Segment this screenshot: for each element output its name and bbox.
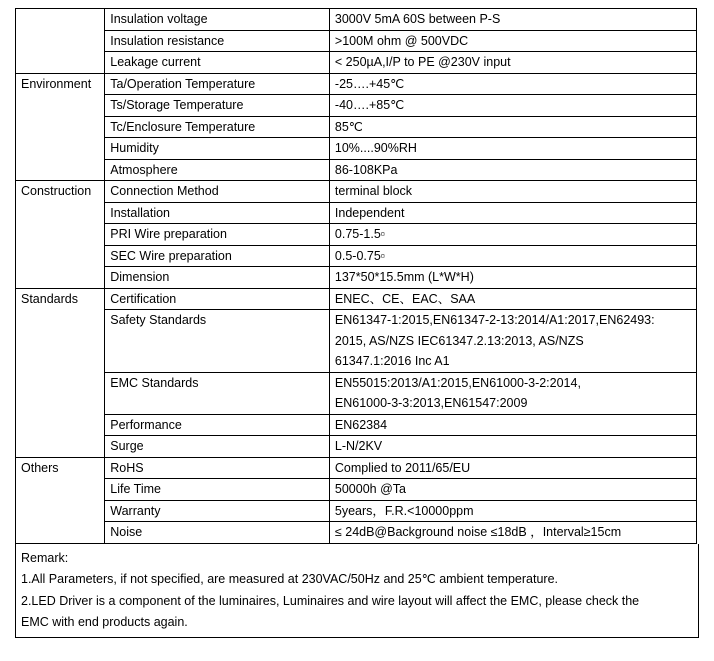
value-line: EN61000-3-3:2013,EN61547:2009	[334, 396, 528, 410]
spec-row	[16, 116, 697, 138]
spec-row	[16, 159, 697, 181]
value-line: 137*50*15.5mm (L*W*H)	[334, 270, 474, 284]
spec-table	[15, 8, 697, 544]
value-line: < 250µA,I/P to PE @230V input	[334, 55, 511, 69]
value-line: Independent	[334, 205, 405, 220]
param-value	[329, 116, 696, 138]
spec-row	[16, 288, 697, 310]
value-line: >100M ohm @ 500VDC	[334, 33, 469, 48]
param-value	[329, 30, 696, 52]
param-value	[329, 372, 696, 414]
value-line: ≤ 24dB@Background noise ≤18dB ，Interval≥15cm	[334, 525, 622, 539]
param-name: PRI Wire preparation	[105, 224, 330, 246]
remark-title: Remark:	[21, 550, 69, 565]
param-name: Ta/Operation Temperature	[105, 73, 330, 95]
value-line: ENEC、CE、EAC、SAA	[334, 291, 476, 306]
section-title: Others	[16, 457, 105, 543]
value-line: 5years，F.R.<10000ppm	[334, 503, 474, 518]
param-name: Installation	[105, 202, 330, 224]
param-value	[329, 159, 696, 181]
remark-line-2: 2.LED Driver is a component of the luminaires, Luminaires and wire layout will affect the EMC, please check the	[21, 593, 640, 608]
param-name: Connection Method	[105, 181, 330, 203]
param-name: Safety Standards	[105, 310, 330, 373]
param-value	[329, 181, 696, 203]
value-line: 0.75-1.5▫	[334, 227, 386, 241]
spec-row	[16, 436, 697, 458]
param-name: Tc/Enclosure Temperature	[105, 116, 330, 138]
value-line: 86-108KPa	[334, 162, 398, 177]
spec-row	[16, 267, 697, 289]
spec-row	[16, 479, 697, 501]
spec-row	[16, 310, 697, 373]
remark-line-1: 1.All Parameters, if not specified, are measured at 230VAC/50Hz and 25℃ ambient temperature.	[21, 572, 558, 586]
spec-row	[16, 30, 697, 52]
param-value	[329, 202, 696, 224]
spec-row	[16, 522, 697, 544]
spec-row	[16, 224, 697, 246]
value-line: L-N/2KV	[334, 439, 383, 453]
section-title	[16, 9, 105, 74]
param-name: Ts/Storage Temperature	[105, 95, 330, 117]
value-line: 10%....90%RH	[334, 141, 417, 155]
param-value	[329, 52, 696, 74]
value-line: -25….+45℃	[334, 76, 405, 91]
spec-row	[16, 138, 697, 160]
param-name: Dimension	[105, 267, 330, 289]
spec-row	[16, 372, 697, 414]
param-name: Leakage current	[105, 52, 330, 74]
value-line: EN55015:2013/A1:2015,EN61000-3-2:2014,	[334, 375, 581, 390]
value-line: terminal block	[334, 184, 413, 198]
value-line: 50000h @Ta	[334, 482, 406, 496]
spec-row	[16, 9, 697, 31]
param-value	[329, 95, 696, 117]
param-name: Insulation voltage	[105, 9, 330, 31]
param-value	[329, 310, 696, 373]
param-name: Life Time	[105, 479, 330, 501]
param-value	[329, 224, 696, 246]
value-line: Complied to 2011/65/EU	[334, 460, 471, 475]
param-value	[329, 500, 696, 522]
param-value	[329, 9, 696, 31]
section-title: Environment	[16, 73, 105, 181]
param-value	[329, 245, 696, 267]
spec-row	[16, 73, 697, 95]
param-name: Surge	[105, 436, 330, 458]
param-value	[329, 138, 696, 160]
value-line: 2015, AS/NZS IEC61347.2.13:2013, AS/NZS	[334, 333, 584, 348]
spec-row	[16, 414, 697, 436]
value-line: 3000V 5mA 60S between P-S	[334, 12, 501, 26]
remark-box	[15, 544, 699, 638]
param-value	[329, 479, 696, 501]
section-title: Construction	[16, 181, 105, 289]
param-value	[329, 457, 696, 479]
section-title: Standards	[16, 288, 105, 457]
value-line: EN61347-1:2015,EN61347-2-13:2014/A1:2017,EN62493:	[334, 313, 655, 327]
value-line: 0.5-0.75▫	[334, 248, 386, 263]
remark-line-3: EMC with end products again.	[21, 615, 188, 629]
param-name: RoHS	[105, 457, 330, 479]
param-name: Certification	[105, 288, 330, 310]
param-value	[329, 288, 696, 310]
param-name: Insulation resistance	[105, 30, 330, 52]
spec-row	[16, 500, 697, 522]
spec-row	[16, 181, 697, 203]
param-name: EMC Standards	[105, 372, 330, 414]
value-line: -40….+85℃	[334, 98, 405, 112]
param-name: SEC Wire preparation	[105, 245, 330, 267]
value-line: EN62384	[334, 417, 388, 432]
spec-sheet	[15, 8, 699, 638]
param-name: Humidity	[105, 138, 330, 160]
param-name: Warranty	[105, 500, 330, 522]
spec-row	[16, 245, 697, 267]
value-line: 85℃	[334, 119, 363, 134]
spec-row	[16, 457, 697, 479]
param-name: Atmosphere	[105, 159, 330, 181]
value-line: 61347.1:2016 Inc A1	[334, 354, 450, 368]
param-name: Noise	[105, 522, 330, 544]
param-value	[329, 522, 696, 544]
param-value	[329, 73, 696, 95]
param-name: Performance	[105, 414, 330, 436]
spec-row	[16, 95, 697, 117]
param-value	[329, 267, 696, 289]
spec-row	[16, 52, 697, 74]
spec-row	[16, 202, 697, 224]
param-value	[329, 414, 696, 436]
param-value	[329, 436, 696, 458]
